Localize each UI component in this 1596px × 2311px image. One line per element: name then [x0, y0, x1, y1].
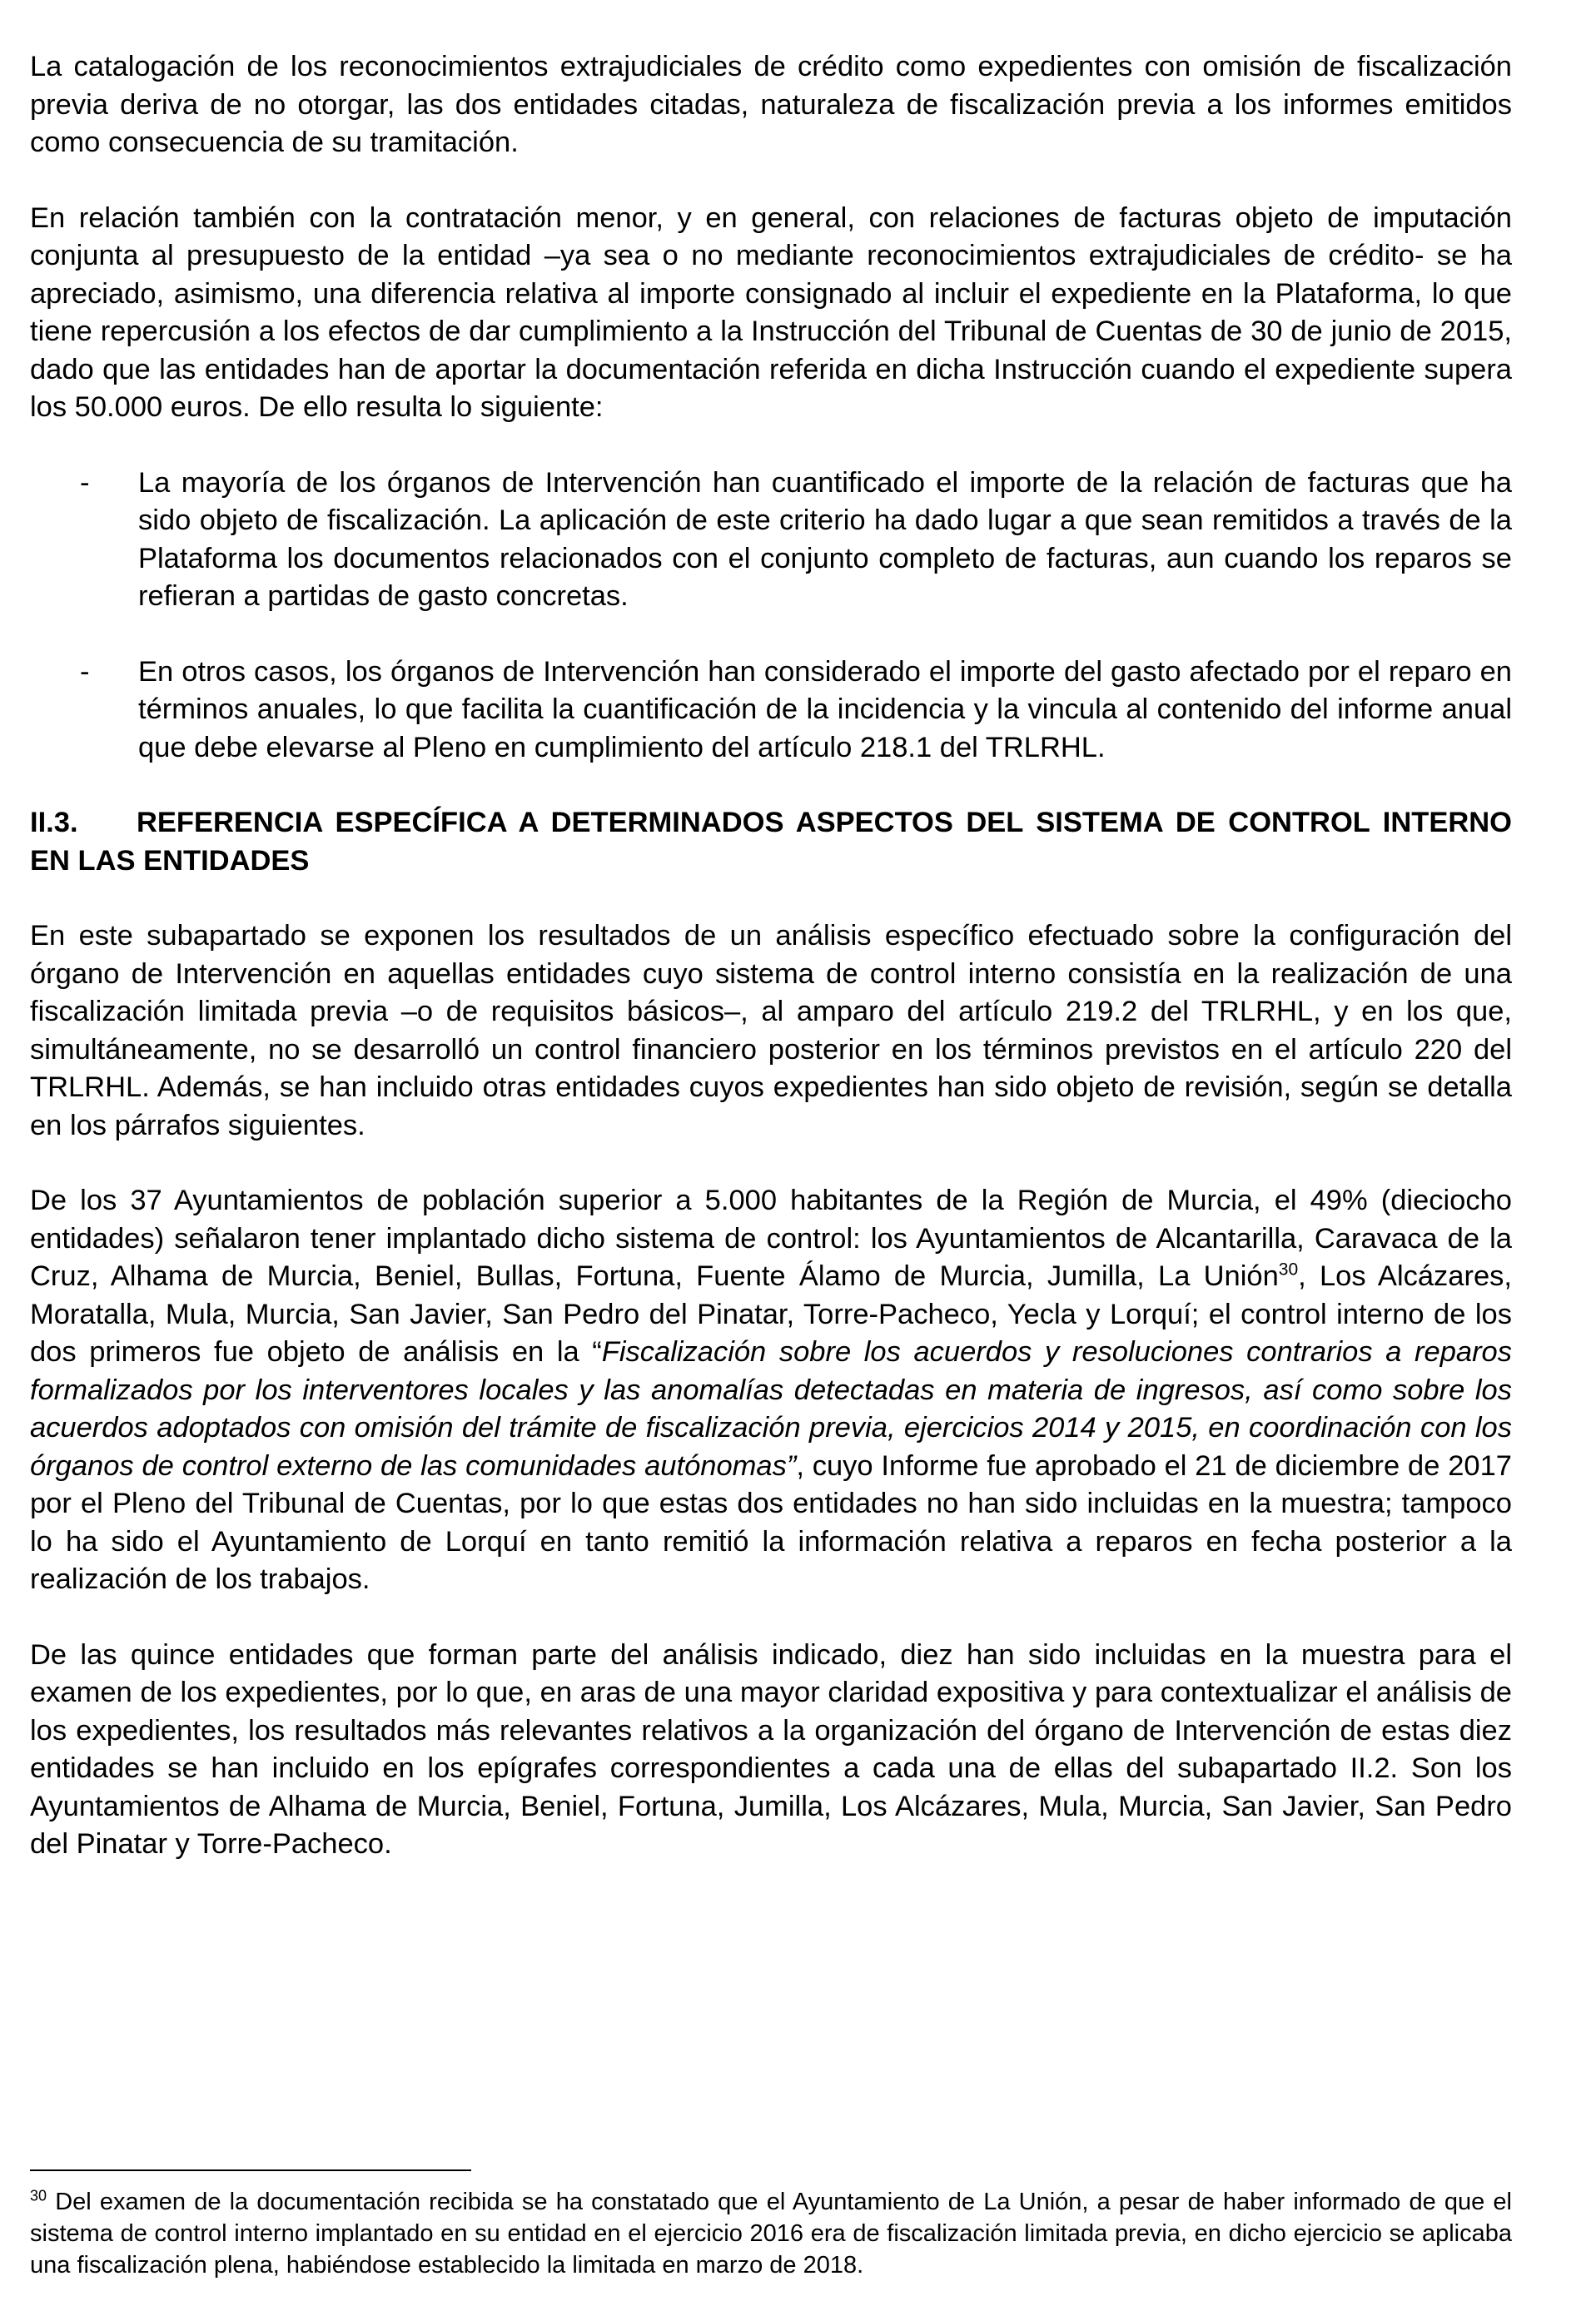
footnote-reference[interactable]: 30: [1278, 1260, 1299, 1280]
footnote: [30, 2186, 1512, 2281]
ayuntamientos-text-3: , cuyo Informe fue aprobado el 21 de diciembre de 2017 por el Pleno del Tribunal de Cuentas, por lo que estas dos entidades no han sido incluidas en la muestra; tampoco lo ha sido el Ayuntamiento de Lorquí en tanto remitió la información relativa a reparos en fecha posterior a la realización de los trabajos.: [30, 1449, 1512, 1595]
paragraph-contratacion-menor: En relación también con la contratación menor, y en general, con relaciones de facturas objeto de imputación conjunta al presupuesto de la entidad –ya sea o no mediante reconocimientos extrajudiciales de crédito- se ha apreciado, asimismo, una diferencia relativa al importe consignado al incluir el expediente en la Plataforma, lo que tiene repercusión a los efectos de dar cumplimiento a la Instrucción del Tribunal de Cuentas de 30 de junio de 2015, dado que las entidades han de aportar la documentación referida en dicha Instrucción cuando el expediente supera los 50.000 euros. De ello resulta lo siguiente:: [30, 201, 1512, 423]
ayuntamientos-text-1: De los 37 Ayuntamientos de población superior a 5.000 habitantes de la Región de Murcia, el 49% (dieciocho entidades) señalaron tener implantado dicho sistema de control: los Ayuntamientos de Alcantarilla, Caravaca de la Cruz, Alhama de Murcia, Beniel, Bullas, Fortuna, Fuente Álamo de Murcia, Jumilla, La Unión: [30, 1185, 1512, 1292]
footnote-number: 30: [30, 2187, 47, 2204]
section-number: II.3.: [30, 807, 78, 838]
footnote-text: Del examen de la documentación recibida se ha constatado que el Ayuntamiento de La Unión, a pesar de haber informado de que el sistema de control interno implantado en su entidad en el ejercicio 2016 era de fiscalización limitada previa, en dicho ejercicio se aplicaba una fiscalización plena, habiéndose establecido la limitada en marzo de 2018.: [30, 2189, 1512, 2279]
criteria-list: [30, 465, 1512, 768]
ayuntamientos-text-2: , Los Alcázares, Moratalla, Mula, Murcia, San Javier, San Pedro del Pinatar, Torre-Pacheco, Yecla y Lorquí; el control interno de los dos primeros fue objeto de análisis en la “: [30, 1260, 1512, 1368]
paragraph-ayuntamientos: [30, 1182, 1512, 1599]
list-item-text: En otros casos, los órganos de Intervención han considerado el importe del gasto afectado por el reparo en términos anuales, lo que facilita la cuantificación de la incidencia y la vincula al contenido del informe anual que debe elevarse al Pleno en cumplimiento del artículo 218.1 del TRLRHL.: [138, 655, 1512, 763]
report-title-italic: Fiscalización sobre los acuerdos y resoluciones contrarios a reparos formalizados por los interventores locales y las anomalías detectadas en materia de ingresos, así como sobre los acuerdos adoptados con omisión del trámite de fiscalización previa, ejercicios 2014 y 2015, en coordinación con los órganos de control externo de las comunidades autónomas”: [30, 1336, 1512, 1482]
footnote-separator: [30, 2169, 471, 2171]
list-marker: -: [80, 466, 90, 499]
list-item-text: La mayoría de los órganos de Intervención han cuantificado el importe de la relación de facturas que ha sido objeto de fiscalización. La aplicación de este criterio ha dado lugar a que sean remitidos a través de la Plataforma los documentos relacionados con el conjunto completo de facturas, aun cuando los reparos se refieran a partidas de gasto concretas.: [138, 466, 1512, 612]
section-title: REFERENCIA ESPECÍFICA A DETERMINADOS ASPECTOS DEL SISTEMA DE CONTROL INTERNO EN LAS ENTIDADES: [30, 807, 1512, 877]
list-item: [30, 654, 1512, 768]
document-body: [30, 48, 1512, 1864]
list-item: [30, 465, 1512, 616]
paragraph-subapartado: En este subapartado se exponen los resultados de un análisis específico efectuado sobre la configuración del órgano de Intervención en aquellas entidades cuyo sistema de control interno consistía en la realización de una fiscalización limitada previa –o de requisitos básicos–, al amparo del artículo 219.2 del TRLRHL, y en los que, simultáneamente, no se desarrolló un control financiero posterior en los términos previstos en el artículo 220 del TRLRHL. Además, se han incluido otras entidades cuyos expedientes han sido objeto de revisión, según se detalla en los párrafos siguientes.: [30, 920, 1512, 1141]
paragraph-quince-entidades: De las quince entidades que forman parte del análisis indicado, diez han sido incluidas en la muestra para el examen de los expedientes, por lo que, en aras de una mayor claridad expositiva y para contextualizar el análisis de los expedientes, los resultados más relevantes relativos a la organización del órgano de Intervención de estas diez entidades se han incluido en los epígrafes correspondientes a cada una de ellas del subapartado II.2. Son los Ayuntamientos de Alhama de Murcia, Beniel, Fortuna, Jumilla, Los Alcázares, Mula, Murcia, San Javier, San Pedro del Pinatar y Torre-Pacheco.: [30, 1638, 1512, 1860]
paragraph-omision-fiscalizacion: La catalogación de los reconocimientos extrajudiciales de crédito como expedientes con omisión de fiscalización previa deriva de no otorgar, las dos entidades citadas, naturaleza de fiscalización previa a los informes emitidos como consecuencia de su tramitación.: [30, 51, 1512, 158]
section-heading: [30, 804, 1512, 880]
list-marker: -: [80, 655, 90, 688]
